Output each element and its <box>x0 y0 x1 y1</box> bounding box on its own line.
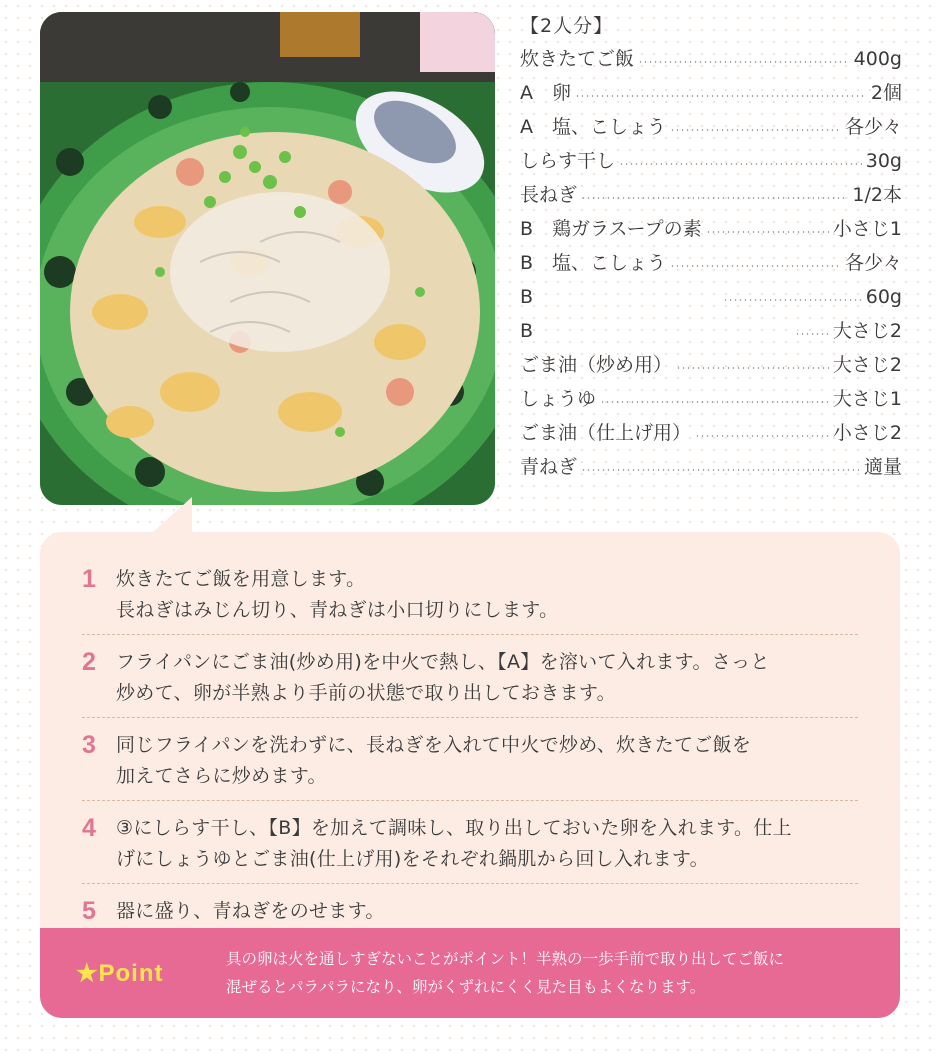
ingredient-amount: 各少々 <box>844 252 902 274</box>
ingredient-name: A 塩、こしょう <box>520 116 666 138</box>
ingredient-row <box>520 110 902 144</box>
ingredient-row <box>520 280 902 314</box>
leader-dots <box>795 333 829 335</box>
step-text: 炊きたてご飯を用意します。 長ねぎはみじん切り、青ねぎは小口切りにします。 <box>116 568 559 621</box>
ingredient-amount: 適量 <box>863 456 902 478</box>
ingredient-amount: 大さじ2 <box>832 320 902 342</box>
ingredient-row <box>520 212 902 246</box>
ingredient-row <box>520 246 902 280</box>
ingredient-name: 青ねぎ <box>520 456 578 478</box>
leader-dots <box>575 95 867 97</box>
leader-dots <box>581 469 860 471</box>
leader-dots <box>670 265 841 267</box>
ingredient-name: 長ねぎ <box>520 184 578 206</box>
step-text: ③にしらす干し、【B】を加えて調味し、取り出しておいた卵を入れます。仕上 げにしょうゆとごま油(仕上げ用)をそれぞれ鍋肌から回し入れます。 <box>116 817 792 870</box>
ingredient-row <box>520 144 902 178</box>
leader-dots <box>670 129 841 131</box>
step-text: 同じフライパンを洗わずに、長ねぎを入れて中火で炒め、炊きたてご飯を 加えてさらに炒めます。 <box>116 734 752 787</box>
leader-dots <box>676 367 829 369</box>
ingredients-heading: 【2人分】 <box>520 15 614 37</box>
ingredient-row <box>520 178 902 212</box>
point-text: 具の卵は火を通しすぎないことがポイント！半熟の一歩手前で取り出してご飯に 混ぜるとパラパラになり、卵がくずれにくく見た目もよくなります。 <box>226 950 785 996</box>
ingredient-amount: 60g <box>865 286 902 308</box>
ingredient-amount: 小さじ1 <box>832 218 902 240</box>
ingredient-row <box>520 416 902 450</box>
instructions-panel <box>40 532 900 1018</box>
leader-dots <box>581 197 848 199</box>
ingredient-name: しらす干し <box>520 150 616 172</box>
ingredients-list <box>520 10 902 484</box>
ingredient-name: B <box>520 286 534 308</box>
leader-dots <box>723 299 862 301</box>
leader-dots <box>619 163 862 165</box>
ingredient-name: A 卵 <box>520 82 571 104</box>
ingredient-amount: 小さじ2 <box>832 422 902 444</box>
step-number: 4 <box>82 814 97 842</box>
step-item <box>82 562 858 635</box>
fried-rice-photo <box>40 12 495 505</box>
ingredient-name: B 鶏ガラスープの素 <box>520 218 702 240</box>
ingredient-row <box>520 42 902 76</box>
ingredient-amount: 30g <box>865 150 902 172</box>
ingredient-row <box>520 382 902 416</box>
step-number: 3 <box>82 731 97 759</box>
point-banner <box>40 928 900 1018</box>
ingredient-row <box>520 314 902 348</box>
step-item <box>82 728 858 801</box>
ingredient-name: B <box>520 320 534 342</box>
ingredient-amount: 2個 <box>870 82 902 104</box>
ingredient-name: B 塩、こしょう <box>520 252 667 274</box>
ingredient-row <box>520 348 902 382</box>
ingredient-amount: 大さじ2 <box>832 354 902 376</box>
ingredient-amount: 1/2本 <box>852 184 902 206</box>
ingredient-row <box>520 76 902 110</box>
ingredient-row <box>520 450 902 484</box>
ingredient-name: 炊きたてご飯 <box>520 48 635 70</box>
ingredient-name: しょうゆ <box>520 388 597 410</box>
leader-dots <box>600 401 829 403</box>
ingredient-amount: 大さじ1 <box>832 388 902 410</box>
leader-dots <box>706 231 829 233</box>
step-text: フライパンにごま油(炒め用)を中火で熱し、【A】を溶いて入れます。さっと 炒めて、卵が半熟より手前の状態で取り出しておきます。 <box>116 651 770 704</box>
step-text: 器に盛り、青ねぎをのせます。 <box>116 900 385 922</box>
ingredient-amount: 400g <box>853 48 902 70</box>
step-number: 5 <box>82 897 97 925</box>
step-item <box>82 811 858 884</box>
steps-list <box>82 562 858 945</box>
step-number: 2 <box>82 648 97 676</box>
ingredient-amount: 各少々 <box>844 116 902 138</box>
ingredient-name: ごま油（仕上げ用） <box>520 422 692 444</box>
point-label: ★Point <box>76 959 164 987</box>
step-item <box>82 645 858 718</box>
leader-dots <box>638 61 850 63</box>
leader-dots <box>695 435 829 437</box>
fried-rice-illustration <box>40 12 495 505</box>
speech-bubble-tail <box>152 497 192 533</box>
ingredient-name: ごま油（炒め用） <box>520 354 673 376</box>
step-number: 1 <box>82 565 97 593</box>
